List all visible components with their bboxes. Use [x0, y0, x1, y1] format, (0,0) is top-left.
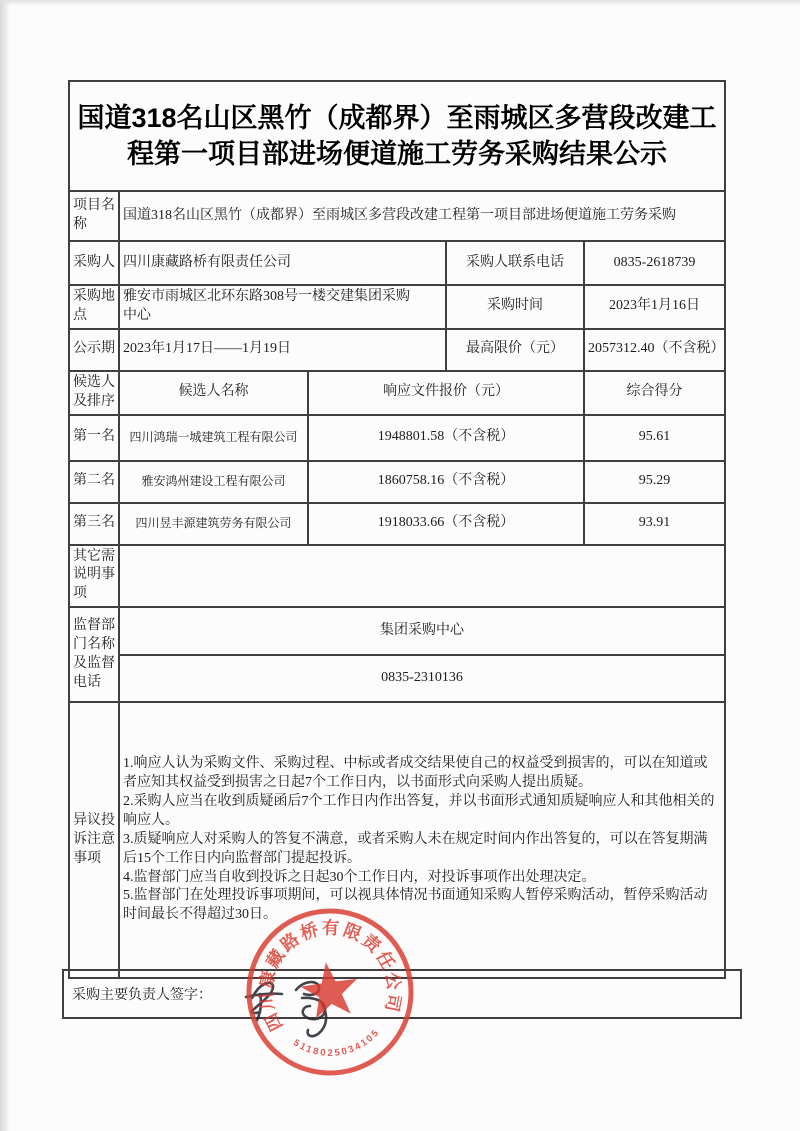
supervision-phone: 0835-2310136 — [119, 655, 725, 702]
procurement-result-table — [68, 80, 726, 979]
table-row — [69, 329, 725, 371]
table-row — [69, 241, 725, 285]
candidate-row — [69, 503, 725, 545]
location-label: 采购地点 — [69, 285, 119, 329]
table-row — [69, 655, 725, 702]
purchaser-value: 四川康藏路桥有限责任公司 — [119, 241, 446, 285]
scan-shadow-left — [0, 0, 10, 1131]
signature-label: 采购主要负责人签字： — [72, 988, 212, 1003]
svg-text:5118025034105 — [290, 1025, 385, 1064]
candidate-rank: 第三名 — [69, 503, 119, 545]
candidate-price: 1948801.58（不含税） — [308, 415, 584, 461]
candidate-rank: 第一名 — [69, 415, 119, 461]
candidate-score: 93.91 — [584, 503, 725, 545]
candidate-rank: 第二名 — [69, 461, 119, 503]
publicity-period-label: 公示期 — [69, 329, 119, 371]
publicity-period-value: 2023年1月17日——1月19日 — [119, 329, 446, 371]
table-row — [69, 607, 725, 655]
max-price-value: 2057312.40（不含税） — [584, 329, 725, 371]
location-value-text: 雅安市雨城区北环东路308号一楼交建集团采购中心 — [123, 289, 410, 323]
document-title: 国道318名山区黑竹（成都界）至雨城区多营段改建工程第一项目部进场便道施工劳务采购结果公示 — [69, 81, 725, 191]
signature-row — [62, 969, 742, 1019]
col-header-score: 综合得分 — [584, 371, 725, 415]
candidates-row-label: 候选人及排序 — [69, 371, 119, 415]
other-notes-value — [119, 545, 725, 608]
candidate-price: 1918033.66（不含税） — [308, 503, 584, 545]
table-row — [69, 702, 725, 978]
purchaser-phone-label: 采购人联系电话 — [446, 241, 584, 285]
candidate-score: 95.29 — [584, 461, 725, 503]
candidates-header-row — [69, 371, 725, 415]
table-row — [69, 545, 725, 608]
col-header-candidate-name: 候选人名称 — [119, 371, 308, 415]
candidate-price: 1860758.16（不含税） — [308, 461, 584, 503]
table-row — [69, 285, 725, 329]
seal-company-text: 四川康藏路桥有限责任公司 — [255, 917, 405, 1035]
other-notes-label: 其它需说明事项 — [69, 545, 119, 608]
supervision-label: 监督部门名称及监督电话 — [69, 607, 119, 702]
location-value — [119, 285, 446, 329]
project-name-label: 项目名称 — [69, 191, 119, 241]
candidate-name: 四川鸿瑞一城建筑工程有限公司 — [119, 415, 308, 461]
objection-label: 异议投诉注意事项 — [69, 702, 119, 978]
purchase-time-value: 2023年1月16日 — [584, 285, 725, 329]
purchaser-phone-value: 0835-2618739 — [584, 241, 725, 285]
table-row — [69, 191, 725, 241]
col-header-bid-price: 响应文件报价（元） — [308, 371, 584, 415]
purchase-time-label: 采购时间 — [446, 285, 584, 329]
seal-number-text: 5118025034105 — [291, 1026, 383, 1060]
max-price-label: 最高限价（元） — [446, 329, 584, 371]
candidate-row — [69, 415, 725, 461]
candidate-row — [69, 461, 725, 503]
project-name-value: 国道318名山区黑竹（成都界）至雨城区多营段改建工程第一项目部进场便道施工劳务采购 — [119, 191, 725, 241]
scan-shadow-top — [0, 0, 800, 6]
candidate-name: 雅安鸿州建设工程有限公司 — [119, 461, 308, 503]
purchaser-label: 采购人 — [69, 241, 119, 285]
candidate-score: 95.61 — [584, 415, 725, 461]
candidate-name: 四川昱丰源建筑劳务有限公司 — [119, 503, 308, 545]
supervision-department: 集团采购中心 — [119, 607, 725, 655]
objection-text: 1.响应人认为采购文件、采购过程、中标或者成交结果使自己的权益受到损害的，可以在知道或者应知其权益受到损害之日起7个工作日内，以书面形式向采购人提出质疑。 2.采购人应当在收到质疑函后7个工作日内作出答复，并以书面形式通知质疑响应人和其他相关的响应人。 3.质疑响应人对采购人的答复不满意，或者采购人未在规定时间内作出答复的，可以在答复期满后15个工作日内向监督部门提起投诉。 4.监督部门应当自收到投诉之日起30个工作日内，对投诉事项作出处理决定。 5.监督部门在处理投诉事项期间，可以视具体情况书面通知采购人暂停采购活动，暂停采购活动时间最长不得超过30日。 — [119, 702, 725, 978]
